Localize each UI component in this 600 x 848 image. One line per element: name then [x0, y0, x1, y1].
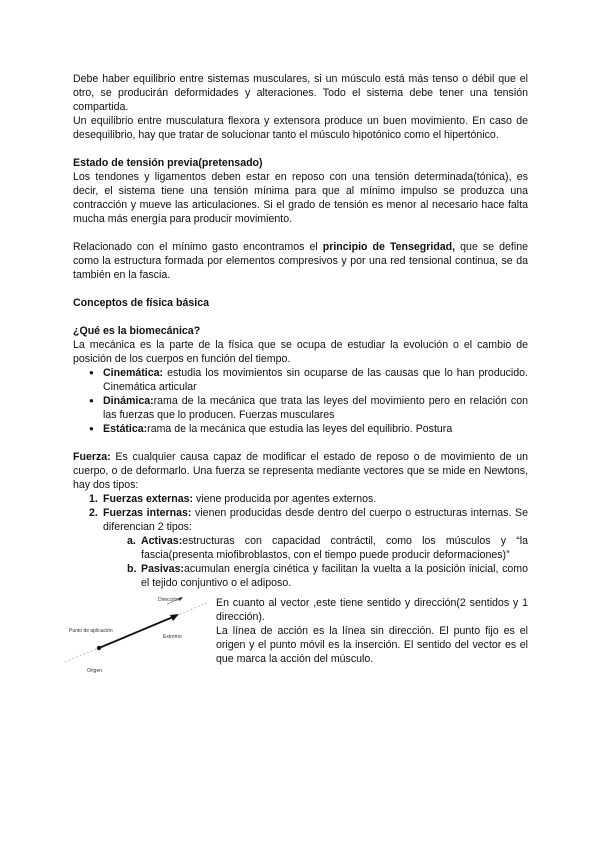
vector-section [69, 594, 528, 684]
list-item-text: rama de la mecánica que trata las leyes del movimiento pero en relación con las fuerzas que lo producen. Fuerzas musculares [103, 395, 528, 421]
biomechanics-question: ¿Qué es la biomecánica? [73, 325, 201, 337]
vector-text [216, 596, 528, 666]
force-paragraph [73, 450, 528, 492]
mechanics-branches-list [73, 366, 528, 436]
label-application-point: Punto de aplicación [69, 628, 113, 634]
list-item-text: acumulan energía cinética y facilitan la vuelta a la posición inicial, como el tejido conjuntivo o el adiposo. [141, 563, 528, 589]
list-item-term: Activas: [141, 535, 183, 547]
list-item [89, 492, 528, 506]
tensegrity-paragraph [73, 240, 528, 282]
document-content [69, 72, 529, 684]
list-item [127, 562, 528, 590]
force-text: Es cualquier causa capaz de modificar el estado de reposo o de movimiento de un cuerpo, o de deformarlo. Una fuerza se representa mediante vectores que se mide en Newtons, hay dos tipos: [73, 451, 528, 491]
mechanics-paragraph: La mecánica es la parte de la física que se ocupa de estudiar la evolución o el cambio de posición de los cuerpos en función del tiempo. [73, 339, 528, 365]
tensegrity-text-before: Relacionado con el mínimo gasto encontramos el [73, 241, 323, 253]
list-item [89, 506, 528, 590]
list-item [89, 394, 528, 422]
list-item [127, 534, 528, 562]
list-item-marker: b. [127, 563, 137, 575]
list-item-term: Fuerzas internas: [103, 507, 192, 519]
force-types-list [73, 492, 528, 590]
pretension-heading: Estado de tensión previa(pretensado) [73, 157, 263, 169]
list-item-marker: 1. [89, 493, 98, 505]
list-item-term: Estática: [103, 423, 148, 435]
list-item-term: Cinemática: [103, 367, 164, 379]
intro-paragraph-1: Debe haber equilibrio entre sistemas musculares, si un músculo está más tenso o débil que el otro, se producirán deformidades y alteraciones. Todo el sistema debe tener una tensión compartida. [73, 73, 528, 113]
physics-heading: Conceptos de física básica [73, 297, 210, 309]
list-item [89, 422, 528, 436]
label-end: Extremo [163, 634, 182, 640]
vector-diagram [63, 594, 213, 684]
list-item-text: vienen producidas desde dentro del cuerpo o estructuras internas. Se diferencian 2 tipos: [103, 507, 528, 533]
list-item-term: Fuerzas externas: [103, 493, 194, 505]
internal-force-types-list [103, 534, 528, 590]
list-item-marker: 2. [89, 507, 98, 519]
tensegrity-text-after: que se define como la estructura formada por elementos compresivos y por una red tensional continua, se da también en la fascia. [73, 241, 529, 281]
label-direction: Dirección [158, 597, 179, 603]
list-item-text: rama de la mecánica que estudia las leyes del equilibrio. Postura [147, 423, 453, 435]
vector-paragraph-2: La línea de acción es la línea sin dirección. El punto fijo es el origen y el punto móvil es la inserción. El sentido del vector es el que marca la acción del músculo. [216, 625, 528, 665]
list-item-term: Dinámica: [103, 395, 154, 407]
list-item-term: Pasivas: [141, 563, 184, 575]
list-item [89, 366, 528, 394]
arrow-head-icon [170, 614, 179, 621]
list-item-marker: a. [127, 535, 136, 547]
pretension-paragraph-1: Los tendones y ligamentos deben estar en reposo con una tensión determinada(tónica), es decir, el sistema tiene una tensión mínima para que al mínimo impulso se produzca una contracción y mueve las articulaciones. Si el grado de tensión es menor al necesario hace falta mucha más energía para producir movimiento. [73, 171, 528, 225]
list-item-text: estudia los movimientos sin ocuparse de las causas que lo han producido. Cinemática articular [103, 367, 528, 393]
tensegrity-term: principio de Tensegridad, [322, 241, 456, 253]
intro-paragraph-2: Un equilibrio entre musculatura flexora y extensora produce un buen movimiento. En caso de desequilibrio, hay que tratar de solucionar tanto el músculo hipotónico como el hipertónico. [73, 115, 528, 141]
list-item-text: viene producida por agentes externos. [193, 493, 377, 505]
list-item-text: estructuras con capacidad contráctil, como los músculos y “la fascia(presenta miofibroblastos, con el tiempo puede producir deformaciones)” [141, 535, 528, 561]
label-origin: Origen [87, 668, 103, 674]
application-point [97, 646, 101, 650]
vector-paragraph-1: En cuanto al vector ,este tiene sentido y dirección(2 sentidos y 1 dirección). [216, 597, 528, 623]
force-term: Fuerza: [73, 451, 111, 463]
